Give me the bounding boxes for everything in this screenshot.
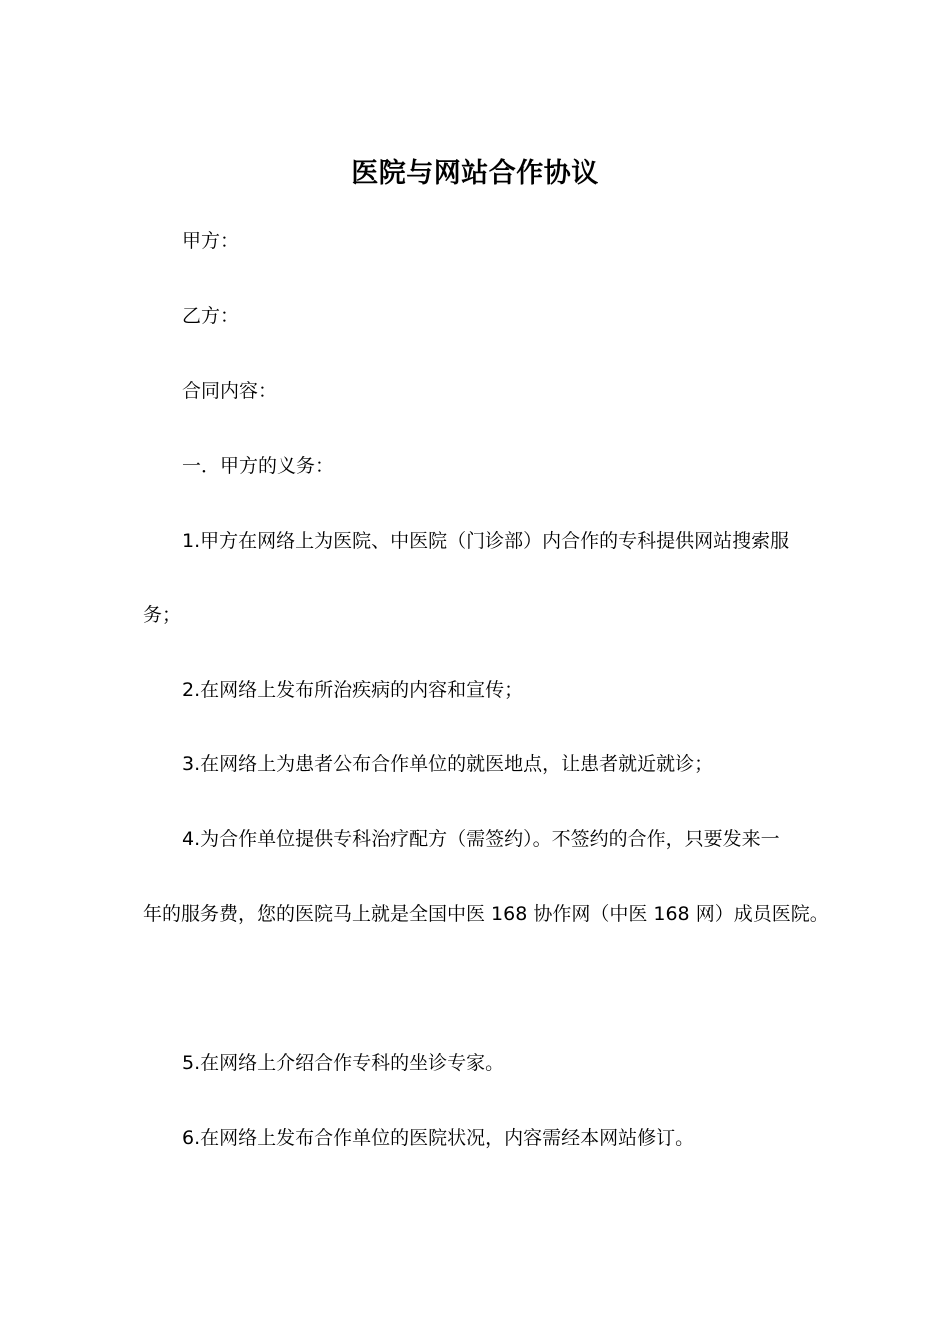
clause-4-line-2: 年的服务费，您的医院马上就是全国中医 168 协作网（中医 168 网）成员医院。 (143, 903, 829, 925)
clause-1-line-2: 务； (143, 604, 182, 626)
party-a-label: 甲方： (182, 230, 240, 252)
clause-6: 6.在网络上发布合作单位的医院状况，内容需经本网站修订。 (182, 1127, 695, 1149)
party-b-label: 乙方： (182, 305, 240, 327)
clause-5: 5.在网络上介绍合作专科的坐诊专家。 (182, 1052, 505, 1074)
clause-4-line-1: 4.为合作单位提供专科治疗配方（需签约）。不签约的合作，只要发来一 (182, 828, 780, 850)
contract-content-label: 合同内容： (182, 380, 278, 402)
clause-1-line-1: 1.甲方在网络上为医院、中医院（门诊部）内合作的专科提供网站搜索服 (182, 530, 790, 552)
clause-2: 2.在网络上发布所治疾病的内容和宣传； (182, 679, 524, 701)
section-heading-party-a-obligations: 一．甲方的义务： (182, 455, 335, 477)
document-title: 医院与网站合作协议 (351, 158, 599, 189)
clause-3: 3.在网络上为患者公布合作单位的就医地点，让患者就近就诊； (182, 753, 714, 775)
